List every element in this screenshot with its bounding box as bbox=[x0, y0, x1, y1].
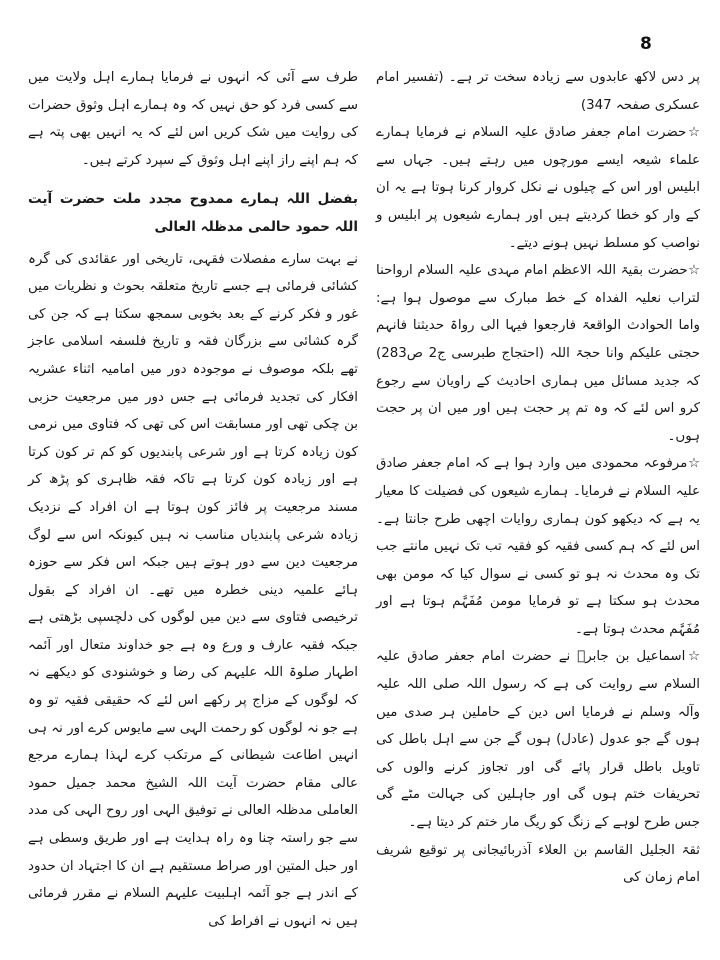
right-paragraph-6: ثقۃ الجلیل القاسم بن العلاء آذربائیجانی پر توقیع شریف امام زمان کی bbox=[376, 842, 700, 886]
left-paragraph-2: نے بہت سارے مفصلات فقہی، تاریخی اور عقائدی کی گرہ کشائی فرمائی ہے جسے تاریخ متعلقہ بحوث و نظریات میں غور و فکر کرنے کے بعد بخوبی سمجھ سکتا ہے کہ جن کی گرہ کشائی سے بزرگان فقہ و تاریخ فلسفہ اسلامی عاجز تھے بلکہ موصوف نے موجودہ دور میں امامیہ اثناء عشریہ افکار کی تجدید فرمائی ہے جس دور میں مرجعیت حزبی بن چکی تھی اور مسابقت اس کی تھی کہ فتاوی میں نرمی کون زیادہ کرتا ہے اور شرعی پابندیوں کو کم تر کون کرتا ہے اور زیادہ کون کرتا ہے تاکہ فقہ ظاہری کو پڑھ کر مسند مرجعیت پر فائز کون ہوتا ہے ان افراد کے نزدیک زیادہ شرعی پابندیاں مناسب نہ ہیں کیونکہ اس سے لوگ مرجعیت دین سے دور ہوتے ہیں جبکہ اس فکر سے حوزہ ہائے علمیہ دینی خطرہ میں تھے۔ ان افراد کے بقول ترخیصی فتاوی سے دین میں لوگوں کی دلچسپی بڑھتی ہے جبکہ فقیہ عارف و ورع وہ ہے جو خداوند متعال اور آئمہ اطہار صلوۃ اللہ علیہم کی رضا و خوشنودی کو دیکھے نہ کہ لوگوں کے مزاج پر رکھے اس لئے کہ حقیقی فقیہ تو وہ ہے جو نہ لوگوں کو رحمت الہی سے مایوس کرے اور نہ ہی انہیں اطاعت شیطانی کے مرتکب کرے لہذا ہمارے مرجع عالی مقام حضرت آیت اللہ الشیخ محمد جمیل حمود العاملی مدظلہ العالی نے توفیق الہی اور روح الہی کی مدد سے جو راستہ چنا وہ راہ ہدایت ہے اور طریق وسطی ہے اور حبل المتین اور صراط مستقیم ہے ان کا اجتہاد ان حدود کے اندر ہے جو آئمہ اہلبیت علیہم السلام نے مقرر فرمائی ہیں نہ انہوں نے افراط کی bbox=[28, 251, 358, 929]
right-paragraph-4: ☆مرفوعہ محمودی میں وارد ہوا ہے کہ امام جعفر صادق علیہ السلام نے فرمایا۔ ہمارے شیعوں کی فضیلت کا معیار یہ ہے کہ دیکھو کون ہماری روایات اچھی طرح جانتا ہے۔ اس لئے کہ ہم کسی فقیہ کو فقیہ تب تک نہیں مانتے جب تک وہ محدث نہ ہو تو کسی نے سوال کیا کہ مومن بھی محدث ہو سکتا ہے تو فرمایا مومن مُفَہَّم ہوتا ہے اور مُفَہَّم محدث ہوتا ہے۔ bbox=[376, 456, 700, 637]
section-heading: بفضل اللہ ہمارے ممدوح مجدد ملت حضرت آیت اللہ حمود حالمی مدظلہ العالی bbox=[28, 191, 358, 235]
right-paragraph-2: ☆حضرت امام جعفر صادق علیہ السلام نے فرمایا ہمارے علماء شیعہ ایسے مورچوں میں رہتے ہیں۔ جہاں سے ابلیس اور اس کے چیلوں نے نکل کروار کرنا ہوتا ہے یہ ان کے وار کو خطا کردیتے ہیں اور ہمارے شیعوں پر ابلیس و نواصب کو مسلط نہیں ہونے دیتے۔ bbox=[376, 125, 700, 251]
right-paragraph-1: پر دس لاکھ عابدوں سے زیادہ سخت تر ہے۔ (تفسیر امام عسکری صفحہ 347) bbox=[376, 70, 700, 113]
left-column bbox=[28, 64, 358, 935]
right-column bbox=[376, 64, 700, 892]
right-paragraph-5: ☆اسماعیل بن جابرؒ نے حضرت امام جعفر صادق علیہ السلام سے روایت کی ہے کہ رسول اللہ صلی اللہ علیہ وآلہ وسلم نے فرمایا اس دین کے حاملین ہر صدی میں ہوں گے جو عدول (عادل) ہوں گے جن سے اہل باطل کی تاویل باطل قرار پائے گی اور تجاوز کرنے والوں کی تحریفات ختم ہوں گی اور جاہلین کی جہالت مٹے گی جس طرح لوہے کے زنگ کو ریگ مار ختم کر دیتا ہے۔ bbox=[376, 649, 700, 831]
left-paragraph-1: طرف سے آئی کہ انہوں نے فرمایا ہمارے اہل ولایت میں سے کسی فرد کو حق نہیں کہ وہ ہمارے اہل وثوق حضرات کی روایت میں شک کریں اس لئے کہ یہ انہیں بھی پتہ ہے کہ ہم اپنے راز اپنے اہل وثوق کے سپرد کرتے ہیں۔ bbox=[28, 70, 358, 168]
right-paragraph-3: ☆حضرت بقیۃ اللہ الاعظم امام مہدی علیہ السلام ارواحنا لتراب نعلیہ الفداہ کے خط مبارک سے موصول ہوا ہے: واما الحوادث الواقعۃ فارجعوا فیہا الی رواۃ حدیثنا فانہم حجتی علیکم وانا حجۃ اللہ (احتجاج طبرسی ج2 ص283) کہ جدید مسائل میں ہماری احادیث کے راویان سے رجوع کرو اس لئے کہ وہ تم پر حجت ہیں اور میں ان پر حجت ہوں۔ bbox=[376, 263, 700, 444]
page-number: 8 bbox=[640, 34, 652, 54]
